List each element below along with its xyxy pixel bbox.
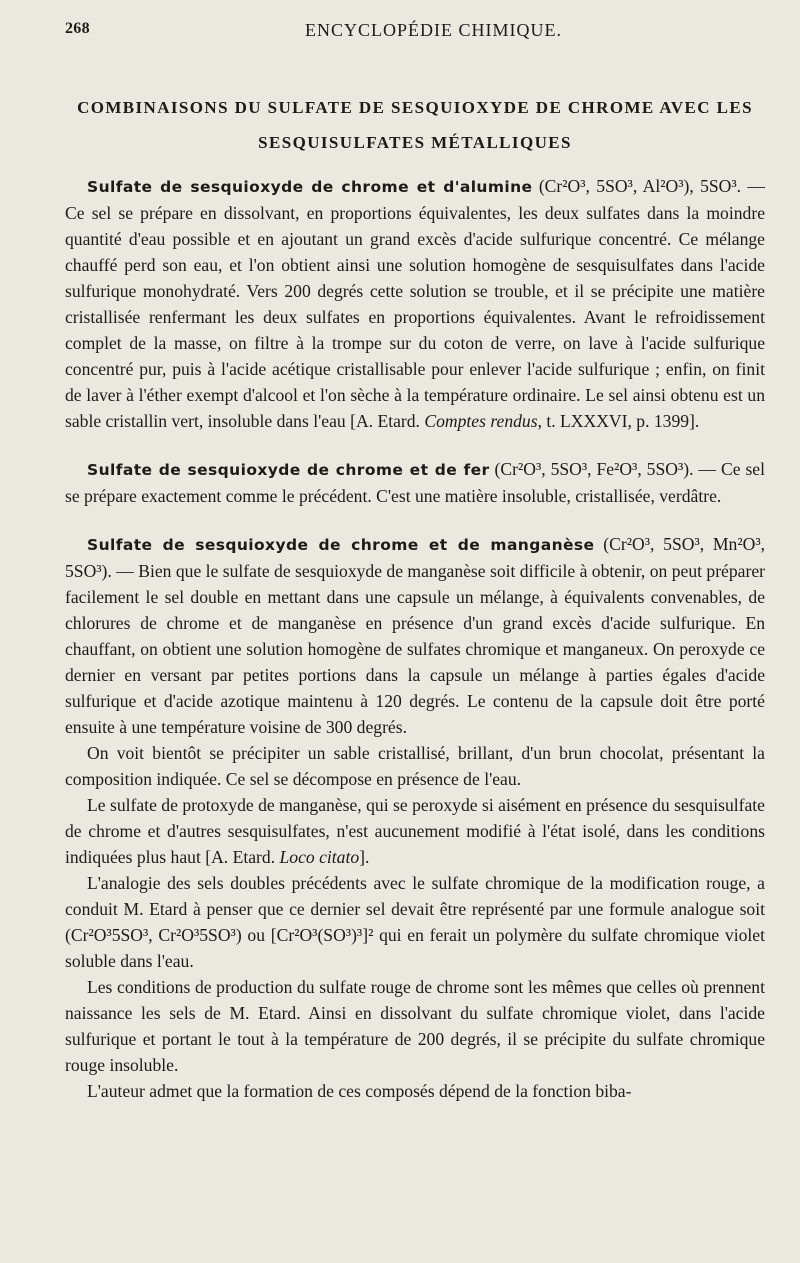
paragraph: On voit bientôt se précipiter un sable cristallisé, brillant, d'un brun chocolat, présentant la composition indiquée. Ce sel se décompose en présence de l'eau. [65, 743, 765, 789]
running-head [65, 20, 765, 44]
entry-heading: Sulfate de sesquioxyde de chrome et de fer [87, 461, 490, 479]
entry-text: — Bien que le sulfate de sesquioxyde de manganèse soit difficile à obtenir, on peut préparer facilement le sel double en mettant dans une capsule un mélange, à équivalents convenables, de chlorures de chrome et de manganèse en présence d'un grand excès d'acide sulfurique. En chauffant, on obtient une solution homogène de sulfates chromique et manganeux. On peroxyde ce dernier en versant par petites portions dans la capsule un mélange à parties égales d'acide sulfurique et d'acide azotique maintenu à 120 degrés. Le contenu de la capsule doit être porté ensuite à une température voisine de 300 degrés. [65, 561, 765, 737]
page-number: 268 [65, 20, 90, 37]
citation: Comptes rendus [424, 411, 538, 431]
entry-heading: Sulfate de sesquioxyde de chrome et de manganèse [87, 536, 595, 554]
entry-formula: (Cr²O³, 5SO³, Al²O³), 5SO³. [532, 176, 742, 196]
paragraph [65, 792, 765, 870]
page-content [65, 173, 765, 1104]
paragraph: Les conditions de production du sulfate rouge de chrome sont les mêmes que celles où prennent naissance les sels de M. Etard. Ainsi en dissolvant du sulfate chromique violet, dans l'acide sulfurique et portant le tout à la température de 200 degrés, il se précipite du sulfate chromique rouge insoluble. [65, 977, 765, 1075]
entry-chrome-alumine [65, 173, 765, 434]
paragraph-text-end: ]. [359, 847, 370, 867]
entry-heading: Sulfate de sesquioxyde de chrome et d'alumine [87, 178, 533, 196]
entry-text: — Ce sel se prépare en dissolvant, en proportions équivalentes, les deux sulfates dans la moindre quantité d'eau possible et en ajoutant un grand excès d'acide sulfurique concentré. Ce mélange chauffé perd son eau, et l'on obtient ainsi une solution homogène de sesquisulfates dans l'acide sulfurique monohydraté. Vers 200 degrés cette solution se trouble, et il se précipite une matière cristallisée renfermant les deux sulfates en proportions équivalentes. Avant le refroidissement complet de la masse, on filtre à la trompe sur du coton de verre, on lave à l'acide sulfurique concentré pur, puis à l'acide acétique cristallisable pour enlever l'acide sulfurique ; enfin, on finit de laver à l'éther exempt d'alcool et l'on sèche à la température ordinaire. Le sel ainsi obtenu est un sable cristallin vert, insoluble dans l'eau [A. Etard. [65, 176, 765, 431]
running-title: ENCYCLOPÉDIE CHIMIQUE. [305, 20, 562, 40]
paragraph-text: Le sulfate de protoxyde de manganèse, qui se peroxyde si aisément en présence du sesquisulfate de chrome et d'autres sesquisulfates, n'est aucunement modifié à l'état isolé, dans les conditions indiquées plus haut [A. Etard. [65, 795, 765, 867]
entry-chrome-fer [65, 456, 765, 509]
paragraph: L'analogie des sels doubles précédents avec le sulfate chromique de la modification rouge, a conduit M. Etard à penser que ce dernier sel devait être représenté par une formule analogue soit (Cr²O³5SO³, Cr²O³5SO³) ou [Cr²O³(SO³)³]² qui en ferait un polymère du sulfate chromique violet soluble dans l'eau. [65, 873, 765, 971]
entry-text-end: , t. LXXXVI, p. 1399]. [537, 411, 700, 431]
entry-text: — Ce sel se prépare exactement comme le précédent. C'est une matière insoluble, cristallisée, verdâtre. [65, 459, 765, 506]
entry-formula: (Cr²O³, 5SO³, Fe²O³, 5SO³). [489, 459, 694, 479]
paragraph: L'auteur admet que la formation de ces composés dépend de la fonction biba- [87, 1081, 632, 1101]
section-title [65, 90, 765, 160]
citation: Loco citato [279, 847, 360, 867]
entry-chrome-manganese [65, 531, 765, 740]
section-title-line-1: COMBINAISONS DU SULFATE DE SESQUIOXYDE DE CHROME AVEC LES [77, 98, 753, 117]
entry-formula: (Cr²O³, 5SO³, Mn²O³, 5SO³). [65, 534, 765, 581]
section-title-line-2: SESQUISULFATES MÉTALLIQUES [258, 133, 572, 152]
